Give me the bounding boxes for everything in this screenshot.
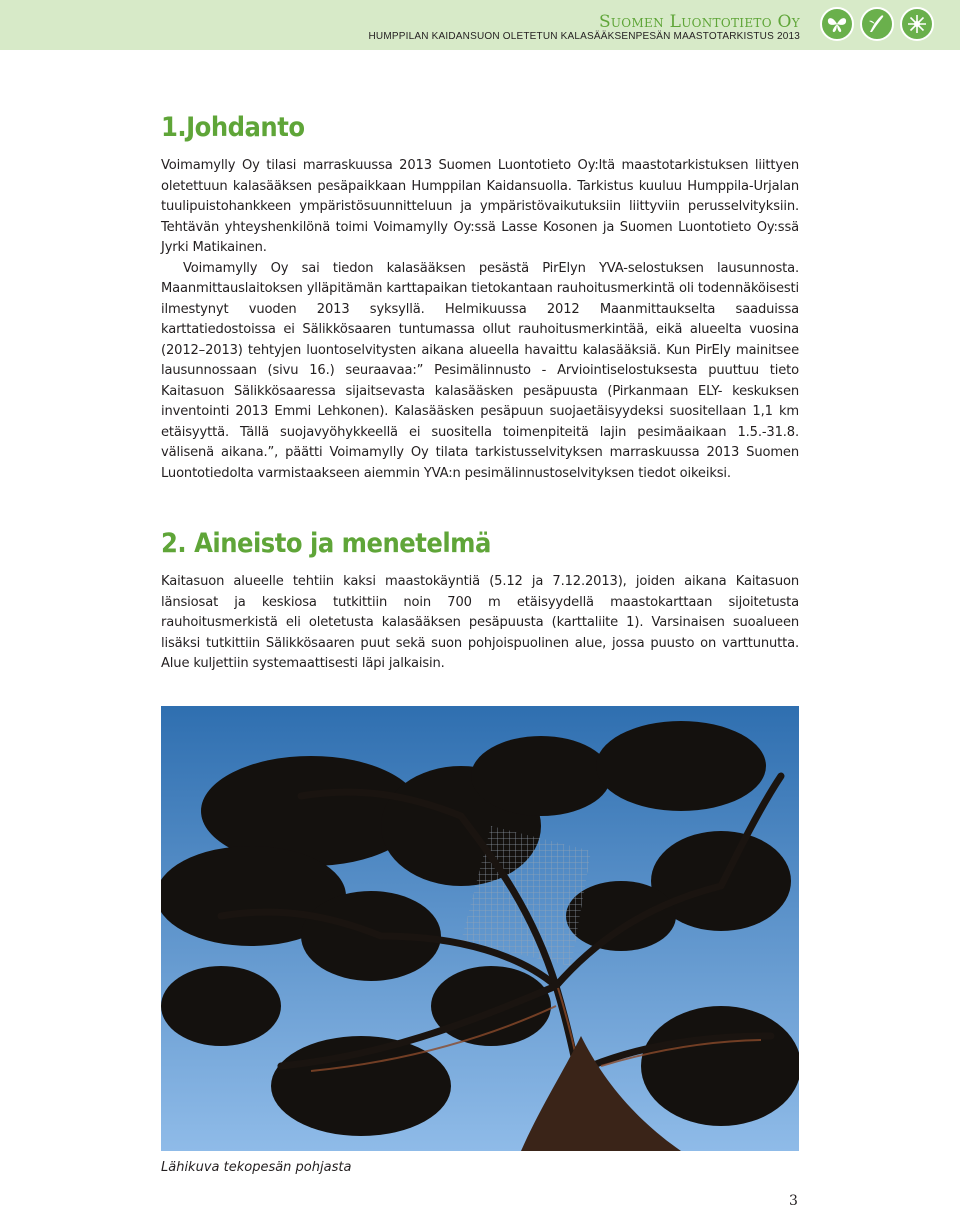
header-title: Suomen Luontotieto Oy [598, 12, 800, 32]
header-band [0, 0, 960, 50]
pine-tree-illustration [161, 706, 799, 1151]
butterfly-icon [820, 7, 854, 41]
page-number: 3 [789, 1193, 798, 1209]
section-introduction-body [161, 156, 799, 484]
section-materials [161, 528, 799, 559]
materials-paragraph-1: Kaitasuon alueelle tehtiin kaksi maastokäyntiä (5.12 ja 7.12.2013), joiden aikana Kaitasuon länsiosat ja keskiosa tutkittiin noin 700 m etäisyydellä maastokarttaan sijoitetusta rauhoitusmerkistä eli oletetusta kalasääksen pesäpuusta (karttaliite 1). Varsinaisen suoalueen lisäksi tutkittiin Sälikkösaaren puut sekä suon pohjoispuolinen alue, jossa puusto on varttunutta. Alue kuljettiin systemaattisesti läpi jalkaisin. [161, 574, 799, 671]
section-heading-aineisto: 2. Aineisto ja menetelmä [161, 528, 491, 559]
plant-icon [900, 7, 934, 41]
bird-icon [860, 7, 894, 41]
pine-tree-photo [161, 706, 799, 1151]
section-heading-johdanto: 1.Johdanto [161, 112, 305, 143]
logo-row [820, 7, 934, 45]
header-subtitle: HUMPPILAN KAIDANSUON OLETETUN KALASÄÄKSENPESÄN MAASTOTARKISTUS 2013 [368, 31, 800, 42]
section-materials-body [161, 572, 799, 675]
section-introduction [161, 112, 799, 143]
intro-paragraph-1: Voimamylly Oy tilasi marraskuussa 2013 Suomen Luontotieto Oy:ltä maastotarkistuksen liittyen oletettuun kalasääksen pesäpaikkaan Humppilan Kaidansuolla. Tarkistus kuuluu Humppila-Urjalan tuulipuistohankkeen ympäristösuunnitteluun ja ympäristövaikutuksiin liittyviin perusselvityksiin. Tehtävän yhteyshenkilönä toimi Voimamylly Oy:ssä Lasse Kosonen ja Suomen Luontotieto Oy:ssä Jyrki Matikainen. [161, 158, 799, 255]
photo-caption: Lähikuva tekopesän pohjasta [161, 1160, 352, 1175]
intro-paragraph-2: Voimamylly Oy sai tiedon kalasääksen pesästä PirElyn YVA-selostuksen lausunnosta. Maanmittauslaitoksen ylläpitämän karttapaikan tietokantaan rauhoitusmerkintä oli todennäköisesti ilmestynyt vuoden 2013 syksyllä. Helmikuussa 2012 Maanmittaukselta saaduissa karttatiedostoissa ei Sälikkösaaren tuntumassa ollut rauhoitusmerkintää, eikä alueelta vuosina (2012–2013) tehtyjen luontoselvitysten aikana alueella havaittu kalasääksiä. Kun PirEly mainitsee lausunnossaan (sivu 16.) seuraavaa:” Pesimälinnusto - Arviointiselostuksesta puuttuu tieto Kaitasuon Sälikkösaaressa sijaitsevasta kalasääsken pesäpuusta (Pirkanmaan ELY- keskuksen inventointi 2013 Emmi Lehkonen). Kalasääsken pesäpuun suojaetäisyydeksi suositellaan 1,1 km etäisyyttä. Tällä suojavyöhykkeellä ei suositella toimenpiteitä lajin pesimäaikaan 1.5.-31.8. välisenä aikana.”, päätti Voimamylly Oy tilata tarkistusselvityksen marraskuussa 2013 Suomen Luontotiedolta varmistaakseen aiemmin YVA:n pesimälinnustoselvityksen tiedot oikeiksi. [161, 260, 799, 481]
